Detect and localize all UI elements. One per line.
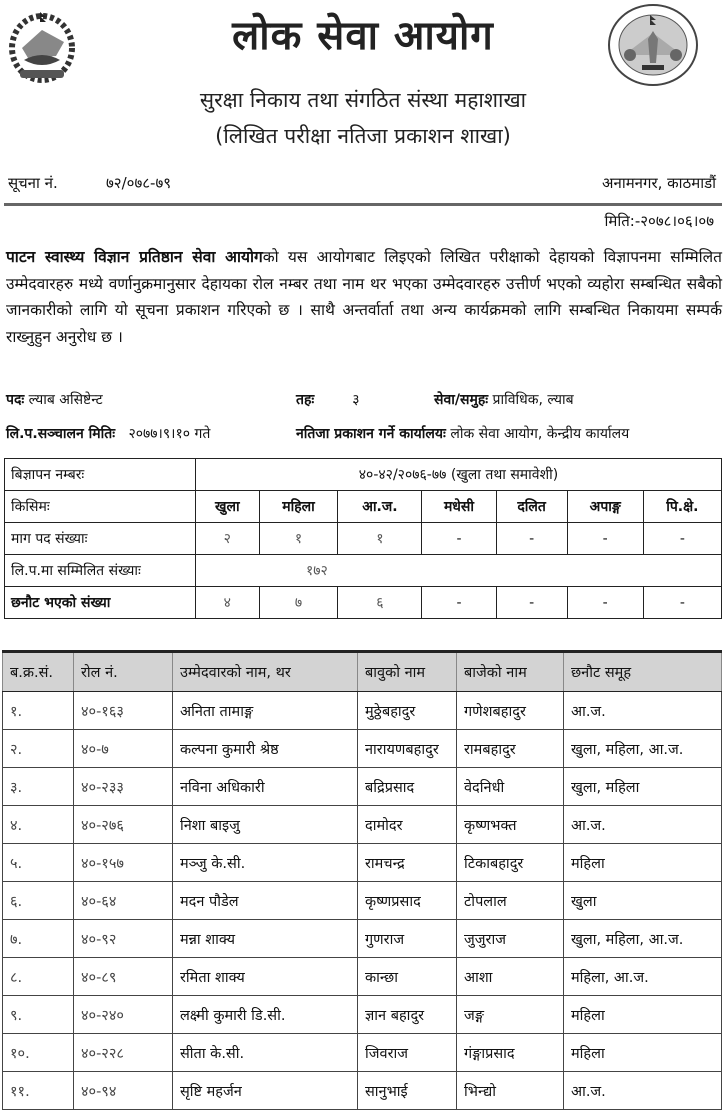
grandfather-name: जङ्ग [457,996,564,1034]
table-row [3,806,722,844]
exam-date-field [6,424,210,443]
selected-label: छनौट भएको संख्या [5,587,196,619]
ad-number-label: बिज्ञापन नम्बरः [5,459,196,491]
candidate-name: अनिता तामाङ्ग [173,692,358,730]
exam-date-value: २०७७।९।१० गते [128,426,211,442]
selected-group: खुला, महिला, आ.ज. [564,920,722,958]
grandfather-name: जुजुराज [457,920,564,958]
candidate-name: कल्पना कुमारी श्रेष्ठ [173,730,358,768]
grandfather-name: भिन्द्यो [457,1072,564,1110]
candidate-name: रमिता शाक्य [173,958,358,996]
post-field [6,390,103,409]
service-value: प्राविधिक, ल्याब [492,392,574,408]
section-name: (लिखित परीक्षा नतिजा प्रकाशन शाखा) [215,124,511,148]
selected-group: महिला [564,1034,722,1072]
grandfather-name: कृष्णभक्त [457,806,564,844]
column-header: बाजेको नाम [457,652,564,692]
father-name: ज्ञान बहादुर [358,996,457,1034]
ad-number-value: ४०-४२/२०७६-७७ (खुला तथा समावेशी) [196,459,722,491]
level-field [296,390,360,409]
serial-number: ३. [3,768,74,806]
table-row [3,844,722,882]
serial-number: ४. [3,806,74,844]
results-header-row [3,652,722,692]
kind-cell: मधेसी [422,491,496,523]
selected-group: खुला, महिला, आ.ज. [564,730,722,768]
selected-group: महिला, आ.ज. [564,958,722,996]
selected-row [5,587,722,619]
candidate-name: सीता के.सी. [173,1034,358,1072]
office-value: लोक सेवा आयोग, केन्द्रीय कार्यालय [450,426,630,442]
serial-number: ११. [3,1072,74,1110]
grandfather-name: गणेशबहादुर [457,692,564,730]
roll-number: ४०-२४० [74,996,173,1034]
column-header: उम्मेदवारको नाम, थर [173,652,358,692]
selected-group: महिला [564,844,722,882]
level-label: तहः [296,392,315,408]
serial-number: ८. [3,958,74,996]
selected-group: आ.ज. [564,692,722,730]
ad-number-row [5,459,722,491]
table-row [3,692,722,730]
service-label: सेवा/समुहः [434,392,489,408]
grandfather-name: टिकाबहादुर [457,844,564,882]
post-value: ल्याब असिष्टेन्ट [28,392,103,408]
appeared-row [5,555,722,587]
office-label: नतिजा प्रकाशन गर्ने कार्यालयः [296,426,446,442]
father-name: जिवराज [358,1034,457,1072]
selected-cell: ४ [196,587,260,619]
results-table [2,650,722,1110]
vacancy-summary-table [4,458,722,619]
candidate-name: नविना अधिकारी [173,768,358,806]
kind-cell: अपाङ्ग [567,491,643,523]
demand-cell: - [422,523,496,555]
grandfather-name: रामबहादुर [457,730,564,768]
kind-cell: आ.ज. [338,491,422,523]
father-name: सानुभाई [358,1072,457,1110]
kind-cell: महिला [259,491,338,523]
demand-row [5,523,722,555]
serial-number: २. [3,730,74,768]
candidate-name: निशा बाइजु [173,806,358,844]
table-row [3,958,722,996]
selected-group: खुला, महिला [564,768,722,806]
candidate-name: लक्ष्मी कुमारी डि.सी. [173,996,358,1034]
kind-cell: खुला [196,491,260,523]
candidate-name: मदन पौडेल [173,882,358,920]
father-name: मुठ्ठेबहादुर [358,692,457,730]
demand-cell: १ [259,523,338,555]
publishing-office-field [296,424,629,443]
notice-text: को यस आयोगबाट लिइएको लिखित परीक्षाको देहायको विज्ञापनमा सम्मिलित उम्मेदवारहरु मध्ये वर्णानुक्रमानुसार देहायका रोल नम्बर तथा नाम थर भएका उम्मेदवारहरु उत्तीर्ण भएको व्यहोरा सम्बन्धित सबैको जानकारीको लागि यो सूचना प्रकाशन गरिएको छ । साथै अन्तर्वार्ता तथा अन्य कार्यक्रमको लागि सम्बन्धित निकायमा सम्पर्क राख्नुहुन अनुरोध छ । [6,248,722,346]
kind-label: किसिमः [5,491,196,523]
serial-number: ५. [3,844,74,882]
roll-number: ४०-९२ [74,920,173,958]
office-location: अनामनगर, काठमाडौं [602,174,716,192]
table-row [3,920,722,958]
grandfather-name: वेदनिधी [457,768,564,806]
serial-number: ६. [3,882,74,920]
table-row [3,730,722,768]
selected-cell: - [643,587,721,619]
roll-number: ४०-२२८ [74,1034,173,1072]
roll-number: ४०-७ [74,730,173,768]
serial-number: ७. [3,920,74,958]
father-name: कान्छा [358,958,457,996]
kind-cell: पि.क्षे. [643,491,721,523]
selected-cell: - [422,587,496,619]
column-header: रोल नं. [74,652,173,692]
father-name: नारायणबहादुर [358,730,457,768]
notice-date: मिति:-२०७८।०६।०७ [604,212,714,230]
division-name: सुरक्षा निकाय तथा संगठित संस्था महाशाखा [199,88,527,112]
organization-title: लोक सेवा आयोग [232,13,494,59]
post-label: पदः [6,392,25,408]
table-row [3,768,722,806]
father-name: रामचन्द्र [358,844,457,882]
exam-date-label: लि.प.सञ्चालन मितिः [6,426,116,442]
demand-cell: - [643,523,721,555]
selected-cell: - [567,587,643,619]
serial-number: १. [3,692,74,730]
roll-number: ४०-१५७ [74,844,173,882]
kind-row [5,491,722,523]
selected-group: आ.ज. [564,1072,722,1110]
candidate-name: मन्ना शाक्य [173,920,358,958]
level-value: ३ [352,392,360,408]
father-name: दामोदर [358,806,457,844]
selected-group: महिला [564,996,722,1034]
selected-cell: ६ [338,587,422,619]
candidate-name: सृष्टि महर्जन [173,1072,358,1110]
column-header: ब.क्र.सं. [3,652,74,692]
roll-number: ४०-९४ [74,1072,173,1110]
father-name: गुणराज [358,920,457,958]
grandfather-name: टोपलाल [457,882,564,920]
service-field [434,390,574,409]
selected-cell: ७ [259,587,338,619]
roll-number: ४०-८९ [74,958,173,996]
father-name: कृष्णप्रसाद [358,882,457,920]
demand-cell: २ [196,523,260,555]
table-row [3,1072,722,1110]
demand-label: माग पद संख्याः [5,523,196,555]
table-row [3,1034,722,1072]
roll-number: ४०-२३३ [74,768,173,806]
demand-cell: - [567,523,643,555]
appeared-value: १७२ [196,555,722,587]
serial-number: ९. [3,996,74,1034]
column-header: छनौट समूह [564,652,722,692]
notice-number-label: सूचना नं. [8,174,58,192]
notice-body [6,244,722,350]
demand-cell: - [496,523,567,555]
column-header: बावुको नाम [358,652,457,692]
candidate-name: मञ्जु के.सी. [173,844,358,882]
roll-number: ४०-२७६ [74,806,173,844]
notice-number: ७२/०७८-७९ [106,174,172,192]
table-row [3,996,722,1034]
grandfather-name: आशा [457,958,564,996]
selected-group: खुला [564,882,722,920]
commission-name: पाटन स्वास्थ्य विज्ञान प्रतिष्ठान सेवा आयोग [6,248,263,266]
appeared-label: लि.प.मा सम्मिलित संख्याः [5,555,196,587]
kind-cell: दलित [496,491,567,523]
roll-number: ४०-६४ [74,882,173,920]
table-row [3,882,722,920]
selected-cell: - [496,587,567,619]
roll-number: ४०-१६३ [74,692,173,730]
father-name: बद्रिप्रसाद [358,768,457,806]
demand-cell: १ [338,523,422,555]
header-divider [4,203,722,206]
grandfather-name: गंङ्गाप्रसाद [457,1034,564,1072]
serial-number: १०. [3,1034,74,1072]
selected-group: आ.ज. [564,806,722,844]
